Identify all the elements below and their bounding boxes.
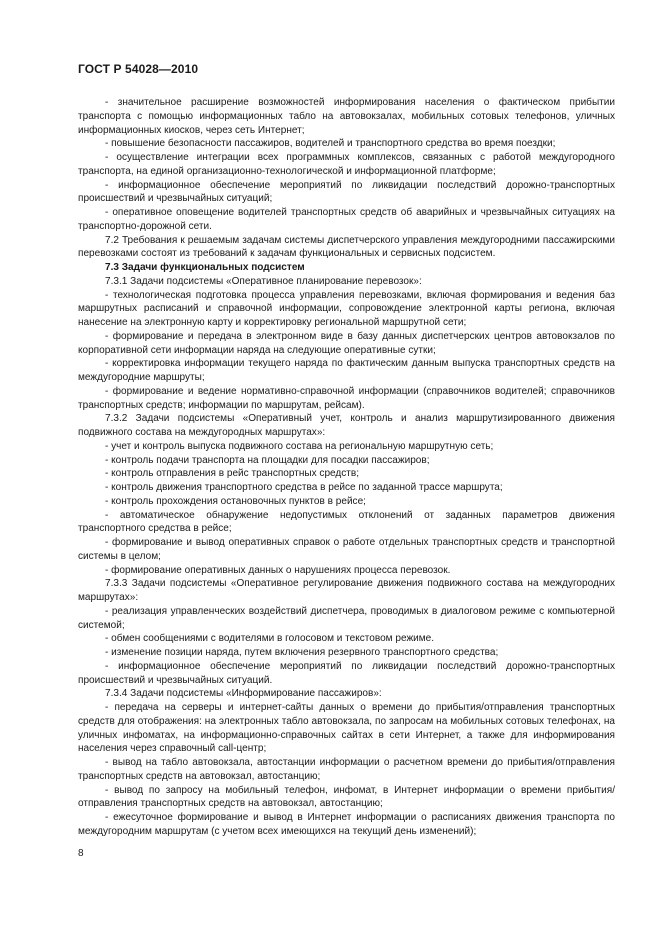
paragraph: - оперативное оповещение водителей транспортных средств об аварийных и чрезвычайных ситуациях на транспортно-дорожной сети. bbox=[78, 207, 615, 232]
paragraph: - вывод по запросу на мобильный телефон, инфомат, в Интернет информации о времени прибытия/отправления транспортных средств на автовокзал, автостанцию; bbox=[78, 784, 615, 810]
paragraph: - вывод на табло автовокзала, автостанции информации о расчетном времени до прибытия/отправления транспортных средств на автовокзал, автостанцию; bbox=[78, 757, 615, 782]
subsection-7-3-1: 7.3.1 Задачи подсистемы «Оперативное планирование перевозок»: bbox=[105, 275, 422, 287]
paragraph: - изменение позиции наряда, путем включения резервного транспортного средства; bbox=[105, 647, 499, 658]
subsection-7-3-3: 7.3.3 Задачи подсистемы «Оперативное регулирование движения подвижного состава на междугородних маршрутах»: bbox=[78, 578, 615, 603]
paragraph: - повышение безопасности пассажиров, водителей и транспортного средства во время поездки; bbox=[105, 138, 556, 150]
section-7-2: 7.2 Требования к решаемым задачам системы диспетчерского управления междугородними пассажирскими перевозками состоят из требований к задачам функциональных и сервисных подсистем. bbox=[78, 234, 615, 260]
page-number: 8 bbox=[78, 848, 84, 859]
paragraph: - формирование и передача в электронном виде в базу данных диспетчерских центров автовокзалов по корпоративной сети информации наряда на следующие оперативные сутки; bbox=[78, 330, 615, 356]
paragraph: - формирование оперативных данных о нарушениях процесса перевозок. bbox=[105, 564, 451, 576]
paragraph: - осуществление интеграции всех программных комплексов, связанных с работой междугородного транспорта, на единой организационно-технологической и информационной платформе; bbox=[78, 152, 615, 177]
paragraph: - контроль прохождения остановочных пунктов в рейсе; bbox=[105, 495, 366, 507]
paragraph: - учет и контроль выпуска подвижного состава на региональную маршрутную сеть; bbox=[105, 440, 494, 452]
subsection-7-3-2: 7.3.2 Задачи подсистемы «Оперативный учет, контроль и анализ маршрутизированного движения подвижного состава на междугородных маршрутах»: bbox=[78, 413, 615, 438]
paragraph: - обмен сообщениями с водителями в голосовом и текстовом режиме. bbox=[105, 633, 435, 645]
paragraph: - формирование и ведение нормативно-справочной информации (справочников водителей; справочников транспортных средств; информации по маршрутам, рейсам). bbox=[78, 385, 615, 411]
paragraph: - автоматическое обнаружение недопустимых отклонений от заданных параметров движения транспортного средства в рейсе; bbox=[78, 509, 615, 535]
subsection-7-3-4: 7.3.4 Задачи подсистемы «Информирование пассажиров»: bbox=[105, 688, 382, 700]
paragraph: - формирование и вывод оперативных справок о работе отдельных транспортных средств и транспортной системы в целом; bbox=[78, 537, 615, 562]
document-header: ГОСТ Р 54028—2010 bbox=[78, 62, 199, 76]
document-body bbox=[78, 96, 615, 839]
paragraph: - контроль движения транспортного средства в рейсе по заданной трассе маршрута; bbox=[105, 482, 503, 493]
paragraph: - передача на серверы и интернет-сайты данных о времени до прибытия/отправления транспортных средств для отображения: на электронных табло автовокзала, по запросам на мобильных сотовых телефонах, на уличных инфоматах, на информационно-справочных сайтах в сети Интернет, а также для информирования населения через справочный call-центр; bbox=[78, 702, 615, 755]
paragraph: - информационное обеспечение мероприятий по ликвидации последствий дорожно-транспортных происшествий и чрезвычайных ситуаций; bbox=[78, 179, 615, 205]
paragraph: - информационное обеспечение мероприятий по ликвидации последствий дорожно-транспортных происшествий и чрезвычайных ситуаций. bbox=[78, 660, 615, 686]
paragraph: - контроль подачи транспорта на площадки для посадки пассажиров; bbox=[105, 454, 430, 466]
paragraph: - ежесуточное формирование и вывод в Интернет информации о расписаниях движения транспорта по междугородним маршрутам (с учетом всех имеющихся на текущий день изменений); bbox=[78, 812, 615, 837]
paragraph: - реализация управленческих воздействий диспетчера, проводимых в диалоговом режиме с компьютерной системой; bbox=[78, 605, 615, 631]
paragraph: - значительное расширение возможностей информирования населения о фактическом прибытии транспорта с помощью информационных табло на автовокзалах, мобильных сотовых телефонов, уличных информационных киосков, через сеть Интернет; bbox=[78, 97, 615, 136]
section-heading-7-3: 7.3 Задачи функциональных подсистем bbox=[105, 262, 305, 273]
paragraph: - технологическая подготовка процесса управления перевозками, включая формирования и ведения баз маршрутных расписаний и справочной информации, сопровождение электронной карты региона, включая нанесение на электронную карту и корректировку региональной маршрутной сети; bbox=[78, 289, 615, 328]
paragraph: - контроль отправления в рейс транспортных средств; bbox=[105, 468, 360, 480]
paragraph: - корректировка информации текущего наряда по фактическим данным выпуска транспортных средств на междугородние маршруты; bbox=[78, 358, 615, 383]
